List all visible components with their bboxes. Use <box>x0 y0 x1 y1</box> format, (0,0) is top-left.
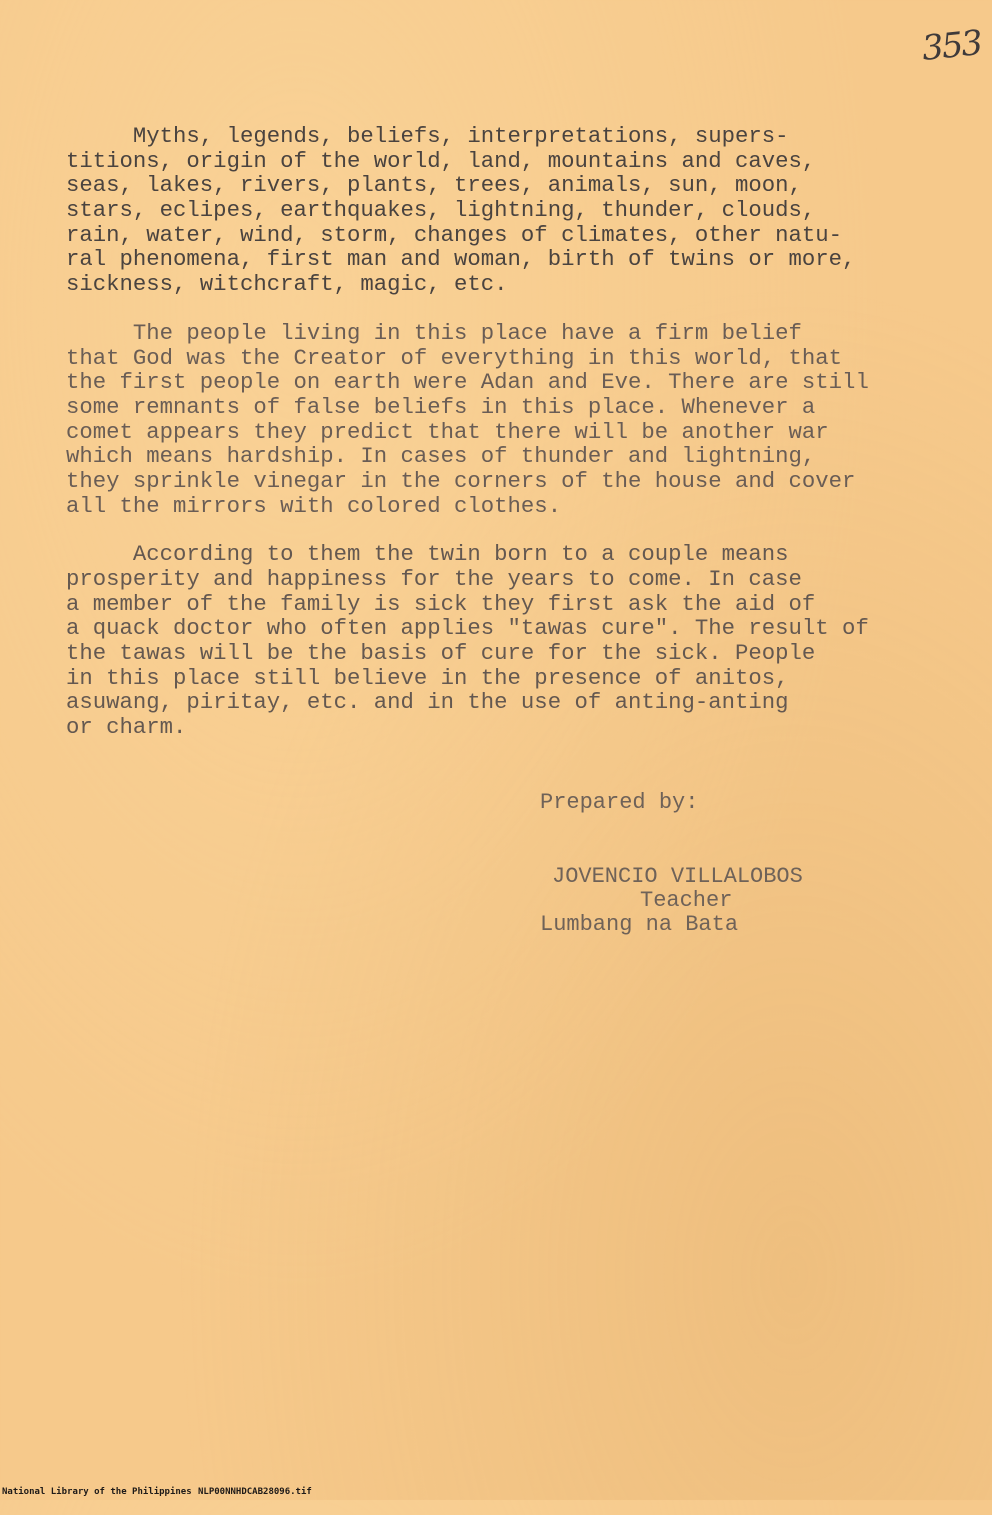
text-line: seas, lakes, rivers, plants, trees, animals, sun, moon, <box>66 172 802 199</box>
author-title: Teacher <box>640 888 733 913</box>
text-line: According to them the twin born to a couple means <box>66 541 789 568</box>
paragraph-beliefs <box>66 321 966 519</box>
text-line: the first people on earth were Adan and Eve. There are still <box>66 369 869 396</box>
signature-block <box>540 790 960 936</box>
text-line: sickness, witchcraft, magic, etc. <box>66 271 508 298</box>
text-line: comet appears they predict that there will be another war <box>66 418 829 445</box>
prepared-by-label: Prepared by: <box>540 790 699 815</box>
document-body <box>66 124 966 764</box>
library-credit: National Library of the Philippines <box>2 1487 192 1497</box>
text-line: prosperity and happiness for the years to come. In case <box>66 566 802 592</box>
text-line: all the mirrors with colored clothes. <box>66 492 562 519</box>
text-line: rain, water, wind, storm, changes of climates, other natu- <box>66 221 843 248</box>
text-line: they sprinkle vinegar in the corners of the house and cover <box>66 467 856 494</box>
text-line: which means hardship. In cases of thunder and lightning, <box>66 443 816 470</box>
text-line: ral phenomena, first man and woman, birth of twins or more, <box>66 246 856 273</box>
author-name: JOVENCIO VILLALOBOS <box>552 864 803 889</box>
text-line: a quack doctor who often applies "tawas cure". The result of <box>66 615 869 642</box>
text-line: The people living in this place have a firm belief <box>66 319 802 346</box>
scan-footer <box>0 1485 992 1500</box>
text-line: that God was the Creator of everything in this world, that <box>66 344 843 371</box>
text-line: in this place still believe in the presence of anitos, <box>66 664 789 691</box>
text-line: Myths, legends, beliefs, interpretations, supers- <box>66 123 789 149</box>
text-line: some remnants of false beliefs in this place. Whenever a <box>66 393 816 420</box>
text-line: stars, eclipes, earthquakes, lightning, thunder, clouds, <box>66 197 816 224</box>
text-line: or charm. <box>66 714 187 741</box>
text-line: the tawas will be the basis of cure for the sick. People <box>66 640 816 667</box>
page-number: 353 <box>920 23 983 69</box>
text-line: a member of the family is sick they first ask the aid of <box>66 590 816 617</box>
author-school: Lumbang na Bata <box>540 912 739 937</box>
text-line: asuwang, piritay, etc. and in the use of anting-anting <box>66 689 789 716</box>
file-name: NLP00NNHDCAB28096.tif <box>198 1487 312 1497</box>
paragraph-customs <box>66 542 966 740</box>
text-line: titions, origin of the world, land, mountains and caves, <box>66 147 816 174</box>
paragraph-topics <box>66 124 966 297</box>
